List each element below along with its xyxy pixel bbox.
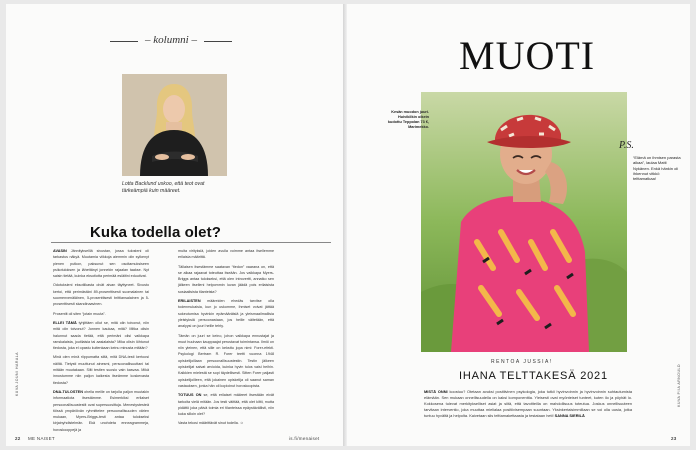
portrait-caption: Lotta Backlund uskoo, että teot ovat tärkeämpiä kuin määreet. bbox=[122, 181, 205, 194]
left-page bbox=[6, 4, 343, 446]
section-label: – kolumni – bbox=[145, 34, 197, 46]
website: is.fi/menaiset bbox=[289, 436, 320, 441]
photo-credit: KUVA PIIA ARNOULD bbox=[677, 364, 681, 407]
paragraph: AVASIN Jännitykselllä sivustan, jossa tulosteni oli tarkastus näkyä. Muutamia viikkoja aiemmin olin sylkenyt pienen putkon, paksunut sen osoitamuksiseen psikotuloksen ja lähettänyt jonnekin rajaalan taakse. Nyt saisin tietää, kuinka eksotiotta perimää esiäitini eduutivat. bbox=[53, 249, 149, 279]
section-title: MUOTI bbox=[459, 33, 596, 78]
paragraph: Minä olen minä riippumatta siitä, mitä DNA-testi kertoosi näiltä. Tietysti muuttunut ainesmi, persoonallisuuttani tai mitään muutakaan. Silti testien suosio vain kasvaa. Mikä innostumme niin paljon kaikesta itseämme koskevasta tiedosta? bbox=[53, 355, 149, 385]
lead-paragraph: MISTÄ ONNI koostuu? Otetaan avuksi positiivinen psykologia, joka tutkii hyvinvoinnin ja hyvinvoinnin suhtautumista elämään. Sen mukaan onnellisuudella on kaksi komponenttia. Yleisesti ovat myönteiset tunteet, kuten ilo ja pöyhät lo. Kokkosena tulevat merkitykselliset asiat ja siitä, että tavoitteilla on mahdollisuus toteutua. Joskus onnellisuuteen tarvitaan interventio, joka muuttaa mielialaa positiivisempaan suuntaan. Yksinkertaisimmillaan se voi olla uusia, jotka tuntuu hyvältä ja helpolta. Kaivetaan siis telttamakettaasta ja testataan heti! SANNA SIERILÄ bbox=[424, 389, 632, 418]
right-page bbox=[347, 4, 690, 446]
ps-text: “Elämä on ihmisen parasta aikaa”, laulaa Matti Nykänen. Enkä hänkin oli ihkennut vitkkö telttamatkaa! bbox=[633, 155, 681, 182]
headline-rule bbox=[51, 242, 331, 243]
fashion-illustration bbox=[421, 92, 627, 352]
kicker: RENTOA JUSSIA! bbox=[491, 359, 553, 365]
column-1 bbox=[53, 248, 149, 436]
paragraph: TOTUUS ON se, että erilaiset määreet itsestään eivät tarkoita vielä mitään. Jos testi väittää, että olet kiltti, mutta pidättö joka päivä toimia eri tilanteissa epäystävällisti, niin kuka silloin olet? bbox=[178, 393, 274, 417]
article-headline: Kuka todella olet? bbox=[90, 224, 221, 241]
column-2 bbox=[178, 248, 274, 430]
article-title: IHANA TELTTAKESÄ 2021 bbox=[459, 370, 608, 382]
paragraph: ERILAISTEN määreiden ehedäs tarvitse olla todenmukaisia, kun jo uskomme, ihmiset voivat jättää sokeutumisa hyvinkin epämääräisiä ja yleismaailmallisia yleistyksiä persoonastaan, jos heille väitetään, että analyysi on juuri heille tehty. bbox=[178, 299, 274, 329]
page-number: 23 bbox=[671, 436, 677, 441]
portrait-illustration bbox=[122, 74, 227, 176]
paragraph: ELLEI TÄMÄ tyhjittäen ollut se, mitä olin toivonut, niin mitä olin toivonut? Jonnen kaukaa, mitä? Mitka olisin halunnut saada tietää, että perimäni olisi vaikkapa ranskalaista, joutilaisia tai aasialaista? Mika olisin löhtunut tiedosta, joka el opastu kuitenkaan keinu minusta mitään? bbox=[53, 320, 150, 351]
columnist-portrait bbox=[122, 74, 227, 176]
magazine-name: ME NAISET bbox=[28, 436, 55, 441]
page-number: 22 bbox=[15, 436, 21, 441]
paragraph: Tämän on juuri se keino, johon vaikkapa ennustajat ja muut huuhaan kauppaajat perustavat toimintansa. Ilmiö on niin yleinen, että sille on keksttu jopa nimi: Forer-efekti. Psykologi Bertram R. Forer teetti vuonna 1948 opiskelijoillaan persoonallisuustestin. Testin jälkeen opiskelijat saivat arvioida, kuinka hyvin tulos vaisi heihin. Kaikkien mielestä se sopi täydellisesti. Sitten Forer paljasti opiskelijoilleen, että jokainen opiskelija oli saanut saman vastauksen, jonka hän oli kopioinut horoskoopista. bbox=[178, 333, 274, 388]
paragraph: DNA-TULOSTEN ohella meille on tarjolla paljon muutakin informaatiota itsestämme. Esimerkiksi erilaiset persoonallisuustestit ovat supersuosittuja. Menestystesteä töissä ympäröivän ryhmittelee persoonallisuuden värien mukaan, Myers-Briggs-testi antaa tulokseksi kirjainyhdistelmän. Ekä unohdeta enneagrammeja, horoskooppejä ja bbox=[53, 389, 149, 432]
ps-mark: P.S. bbox=[619, 140, 634, 151]
header-rule-right bbox=[204, 41, 232, 42]
paragraph: Odotuksieni eksotiikasta olvät aivan täyttyneet. Sivusto kertoi, että perimästäni 89-prosenttisesti suomalainen tai suomenvenäläinen, 5-prosenttisesti brittiansalainen ja 5-prosenttisesti skandinaavinen. bbox=[53, 283, 149, 307]
header-rule-left bbox=[110, 41, 138, 42]
fashion-photo bbox=[421, 92, 627, 352]
paragraph: Tällaisen itsestämme saatavan “tiedon” vaarana on, että se alkaa rajaavat toteuttaa itseään. Jos vaikkapa Myers-Briggs antaa tulokseksi, että olen introvertti, annatko sen jälkeen itselleni helpommin luvan jäädä pois erilaisista sosiaalisista tilanteista? bbox=[178, 264, 274, 294]
photo-caption: Kesän muodon juuri. Huivikilkin oikein kudottu Teppolan 73 €, Marimekko. bbox=[387, 110, 429, 129]
photo-credit: KUVA JOUNI HARALA bbox=[15, 352, 19, 397]
paragraph: Prosentit oli siten “jotain muuta”. bbox=[53, 311, 106, 316]
paragraph: muita virityksiä, joiden avulla voimme antaa itsellemme erilaisia määrittä. bbox=[178, 249, 274, 260]
paragraph: Vasta tekosi määrittävät sinut todella. ☺ bbox=[178, 421, 244, 426]
